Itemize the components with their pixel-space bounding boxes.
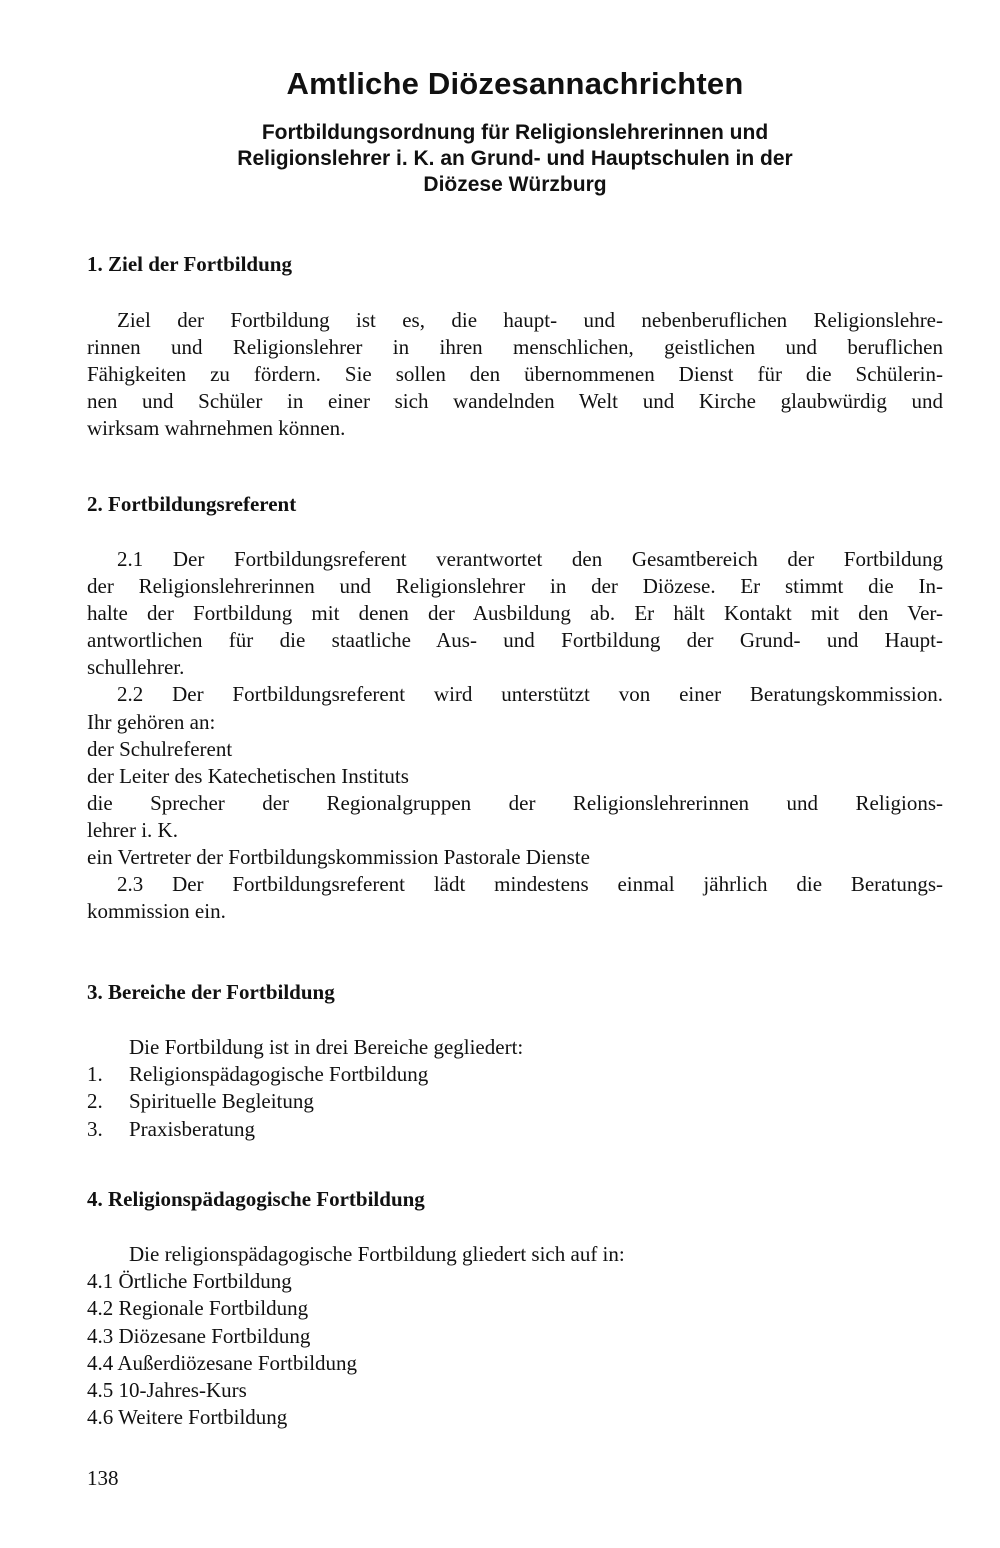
list-item: [87, 1088, 523, 1115]
list-item-text: Religionspädagogische Fortbildung: [129, 1062, 429, 1087]
subtitle-line: Fortbildungsordnung für Religionslehrerinnen und: [261, 121, 769, 144]
page-title: Amtliche Diözesannachrichten: [286, 66, 744, 101]
page-subtitle: [0, 120, 1000, 198]
list-item: 4.4 Außerdiözesane Fortbildung: [87, 1350, 358, 1375]
list-item-text: Spirituelle Begleitung: [129, 1089, 314, 1114]
text-line: antwortlichen für die staatliche Aus- und Fortbildung der Grund- und Haupt-: [87, 628, 943, 653]
text-line: 2.2 Der Fortbildungsreferent wird unterstützt von einer Beratungskommission.: [117, 682, 943, 707]
section-4-list: [87, 1241, 625, 1431]
text-line: Ziel der Fortbildung ist es, die haupt- und nebenberuflichen Religionslehre-: [117, 308, 943, 332]
list-item-number: 3.: [87, 1116, 103, 1141]
text-line: Fähigkeiten zu fördern. Sie sollen den übernommenen Dienst für die Schülerin-: [87, 362, 943, 387]
list-item-number: 1.: [87, 1062, 103, 1087]
section-2-heading: 2. Fortbildungsreferent: [87, 492, 297, 516]
text-line: rinnen und Religionslehrer in ihren menschlichen, geistlichen und beruflichen: [87, 335, 943, 360]
text-line: halte der Fortbildung mit denen der Ausbildung ab. Er hält Kontakt mit den Ver-: [87, 601, 943, 626]
text-line: der Leiter des Katechetischen Instituts: [87, 763, 409, 788]
text-line: ein Vertreter der Fortbildungskommission Pastorale Dienste: [87, 845, 590, 870]
page-number: 138: [87, 1466, 119, 1490]
subtitle-line: Religionslehrer i. K. an Grund- und Hauptschulen in der: [237, 147, 793, 170]
text-line: wirksam wahrnehmen können.: [87, 416, 346, 441]
section-1-heading: 1. Ziel der Fortbildung: [87, 252, 292, 276]
text-line: der Schulreferent: [87, 736, 233, 761]
text-line: der Religionslehrerinnen und Religionslehrer in der Diözese. Er stimmt die In-: [87, 574, 943, 599]
text-line: lehrer i. K.: [87, 817, 178, 842]
section-2-paragraph: [87, 546, 943, 925]
text-line: nen und Schüler in einer sich wandelnden Welt und Kirche glaubwürdig und: [87, 389, 943, 414]
section-4-heading: 4. Religionspädagogische Fortbildung: [87, 1187, 425, 1211]
list-intro: Die religionspädagogische Fortbildung gliedert sich auf in:: [129, 1242, 625, 1266]
subtitle-line: Diözese Würzburg: [423, 173, 607, 196]
text-line: die Sprecher der Regionalgruppen der Religionslehrerinnen und Religions-: [87, 790, 943, 815]
list-item: [87, 1116, 523, 1143]
list-item: 4.3 Diözesane Fortbildung: [87, 1323, 311, 1348]
list-item: [87, 1061, 523, 1088]
list-intro: Die Fortbildung ist in drei Bereiche gegliedert:: [129, 1035, 524, 1059]
list-item: 4.1 Örtliche Fortbildung: [87, 1269, 292, 1294]
list-item-text: Praxisberatung: [129, 1116, 255, 1141]
list-item: 4.2 Regionale Fortbildung: [87, 1296, 309, 1321]
section-3-list: [87, 1034, 523, 1143]
text-line: schullehrer.: [87, 655, 185, 680]
text-line: 2.1 Der Fortbildungsreferent verantwortet den Gesamtbereich der Fortbildung: [117, 547, 943, 571]
list-item: 4.6 Weitere Fortbildung: [87, 1405, 288, 1430]
text-line: kommission ein.: [87, 899, 226, 924]
text-line: Ihr gehören an:: [87, 709, 216, 734]
list-item-number: 2.: [87, 1089, 103, 1114]
section-1-paragraph: [87, 307, 943, 442]
section-3-heading: 3. Bereiche der Fortbildung: [87, 980, 335, 1004]
list-item: 4.5 10-Jahres-Kurs: [87, 1378, 247, 1403]
text-line: 2.3 Der Fortbildungsreferent lädt mindestens einmal jährlich die Beratungs-: [117, 872, 943, 897]
